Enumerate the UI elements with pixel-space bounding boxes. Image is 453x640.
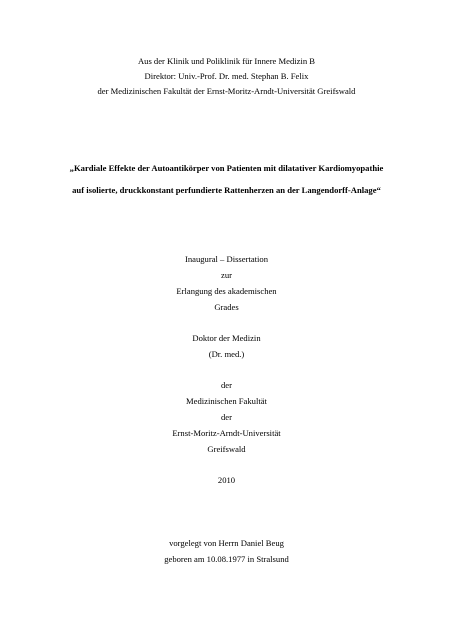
faculty-name: Medizinischen Fakultät	[186, 396, 267, 406]
der-line-2: der	[221, 412, 232, 422]
dissertation-type: Inaugural – Dissertation	[184, 254, 269, 264]
year-line: 2010	[217, 475, 236, 485]
doctor-degree: Doktor der Medizin	[192, 333, 261, 343]
degree-abbreviation: (Dr. med.)	[208, 349, 245, 359]
director-line: Direktor: Univ.-Prof. Dr. med. Stephan B. Felix	[144, 71, 309, 81]
title-line-1: „Kardiale Effekte der Autoantikörper von Patienten mit dilatativer Kardiomyopathie	[69, 163, 384, 173]
der-line-1: der	[221, 380, 232, 390]
faculty-line: der Medizinischen Fakultät der Ernst-Moritz-Arndt-Universität Greifswald	[97, 86, 356, 96]
presented-by-line: vorgelegt von Herrn Daniel Beug	[169, 538, 284, 548]
erlangung-line: Erlangung des akademischen	[176, 286, 277, 296]
title-line-2: auf isolierte, druckkonstant perfundierte Rattenherzen an der Langendorff-Anlage“	[72, 185, 381, 195]
zur-line: zur	[221, 270, 232, 280]
city-line: Greifswald	[207, 444, 246, 454]
clinic-line: Aus der Klinik und Poliklinik für Innere Medizin B	[137, 56, 316, 66]
university-name: Ernst-Moritz-Arndt-Universität	[172, 428, 281, 438]
grades-line: Grades	[214, 302, 239, 312]
birth-line: geboren am 10.08.1977 in Stralsund	[164, 554, 289, 564]
